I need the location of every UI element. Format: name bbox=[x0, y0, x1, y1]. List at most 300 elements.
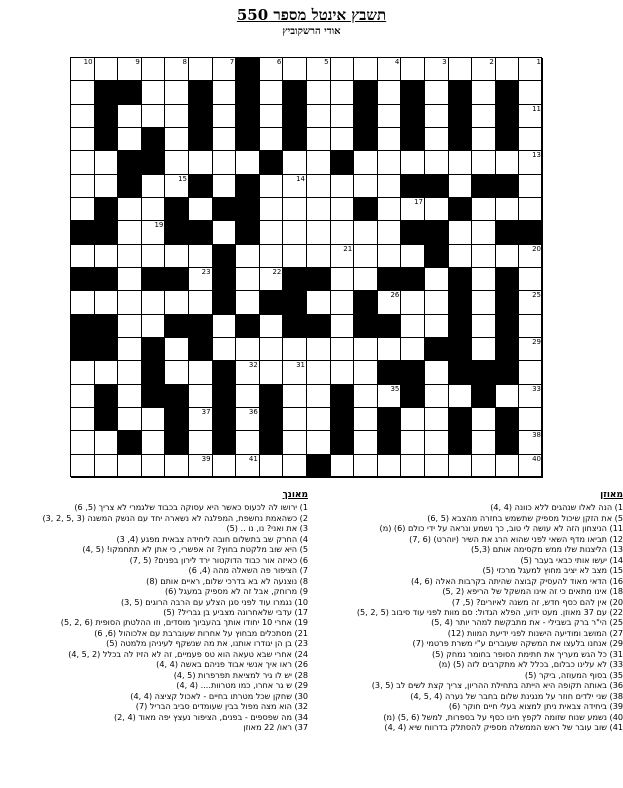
grid-cell[interactable] bbox=[401, 315, 425, 338]
grid-cell[interactable] bbox=[401, 245, 425, 268]
across-clue: 40) נשמע שנוח שזומה לקפץ חינו כסף על בספרות, למשל (6 ,5) (מ) bbox=[383, 711, 623, 722]
grid-cell[interactable] bbox=[401, 151, 425, 174]
grid-cell[interactable] bbox=[449, 58, 473, 81]
cell-number: 23 bbox=[201, 268, 211, 276]
grid-cell[interactable] bbox=[401, 58, 425, 81]
grid-cell[interactable] bbox=[307, 198, 331, 221]
grid-cell-black bbox=[165, 408, 189, 431]
grid-cell[interactable] bbox=[189, 58, 213, 81]
grid-cell[interactable] bbox=[354, 175, 378, 198]
grid-cell-black bbox=[354, 315, 378, 338]
grid-cell[interactable] bbox=[519, 408, 543, 431]
grid-cell[interactable] bbox=[142, 408, 166, 431]
grid-cell-black bbox=[472, 361, 496, 384]
grid-cell[interactable] bbox=[165, 105, 189, 128]
grid-cell[interactable] bbox=[307, 408, 331, 431]
grid-cell[interactable] bbox=[260, 361, 284, 384]
down-clue: 7) הציפור פה השאלה מהה (4, 6) bbox=[188, 565, 308, 576]
across-clue: 35) בסוף המעוזה, ביקר (5) bbox=[524, 669, 623, 680]
down-header: מאונך bbox=[282, 490, 308, 500]
grid-cell[interactable] bbox=[425, 315, 449, 338]
grid-cell-black bbox=[71, 221, 95, 244]
grid-cell[interactable] bbox=[307, 81, 331, 104]
grid-cell[interactable] bbox=[213, 58, 237, 81]
grid-cell[interactable] bbox=[71, 385, 95, 408]
grid-cell[interactable] bbox=[95, 151, 119, 174]
grid-cell[interactable] bbox=[236, 408, 260, 431]
grid-cell[interactable] bbox=[449, 455, 473, 478]
grid-cell[interactable] bbox=[71, 175, 95, 198]
grid-cell[interactable] bbox=[71, 408, 95, 431]
grid-cell[interactable] bbox=[118, 385, 142, 408]
grid-cell[interactable] bbox=[472, 151, 496, 174]
grid-cell[interactable] bbox=[95, 455, 119, 478]
grid-cell[interactable] bbox=[307, 291, 331, 314]
cell-number: 26 bbox=[390, 291, 400, 300]
grid-cell[interactable] bbox=[519, 128, 543, 151]
grid-cell[interactable] bbox=[331, 455, 355, 478]
grid-cell[interactable] bbox=[71, 361, 95, 384]
grid-cell-black bbox=[142, 338, 166, 361]
grid-cell[interactable] bbox=[449, 245, 473, 268]
grid-cell[interactable] bbox=[354, 361, 378, 384]
grid-cell[interactable] bbox=[118, 221, 142, 244]
grid-cell[interactable] bbox=[260, 268, 284, 291]
grid-cell[interactable] bbox=[236, 385, 260, 408]
grid-cell[interactable] bbox=[71, 198, 95, 221]
grid-cell[interactable] bbox=[519, 151, 543, 174]
grid-cell[interactable] bbox=[71, 128, 95, 151]
grid-cell[interactable] bbox=[425, 268, 449, 291]
grid-cell-black bbox=[189, 315, 213, 338]
grid-cell[interactable] bbox=[118, 455, 142, 478]
grid-cell[interactable] bbox=[260, 81, 284, 104]
grid-cell[interactable] bbox=[354, 408, 378, 431]
grid-cell[interactable] bbox=[378, 128, 402, 151]
grid-cell[interactable] bbox=[331, 198, 355, 221]
grid-cell[interactable] bbox=[307, 128, 331, 151]
grid-cell[interactable] bbox=[165, 361, 189, 384]
grid-cell[interactable] bbox=[283, 175, 307, 198]
grid-cell-black bbox=[449, 128, 473, 151]
grid-cell[interactable] bbox=[283, 338, 307, 361]
grid-cell[interactable] bbox=[378, 385, 402, 408]
cell-number: 8 bbox=[182, 58, 187, 66]
grid-cell[interactable] bbox=[236, 361, 260, 384]
grid-cell[interactable] bbox=[331, 361, 355, 384]
grid-cell[interactable] bbox=[307, 105, 331, 128]
down-clue: 17) עדבי שלאחרונה מצביע בן גבריל? (5) bbox=[163, 606, 308, 617]
grid-cell[interactable] bbox=[449, 221, 473, 244]
grid-cell[interactable] bbox=[213, 338, 237, 361]
grid-cell[interactable] bbox=[118, 128, 142, 151]
grid-cell[interactable] bbox=[260, 245, 284, 268]
grid-cell[interactable] bbox=[189, 268, 213, 291]
grid-cell-black bbox=[449, 338, 473, 361]
grid-cell[interactable] bbox=[307, 245, 331, 268]
grid-cell[interactable] bbox=[71, 455, 95, 478]
grid-cell[interactable] bbox=[307, 58, 331, 81]
grid-cell[interactable] bbox=[354, 58, 378, 81]
grid-cell[interactable] bbox=[142, 431, 166, 454]
grid-cell-black bbox=[236, 315, 260, 338]
grid-cell-black bbox=[142, 128, 166, 151]
grid-cell[interactable] bbox=[378, 338, 402, 361]
grid-cell[interactable] bbox=[260, 338, 284, 361]
grid-cell-black bbox=[354, 291, 378, 314]
grid-cell-black bbox=[165, 268, 189, 291]
grid-cell[interactable] bbox=[165, 455, 189, 478]
grid-cell-black bbox=[496, 361, 520, 384]
grid-cell[interactable] bbox=[260, 175, 284, 198]
grid-cell[interactable] bbox=[401, 291, 425, 314]
grid-cell[interactable] bbox=[260, 315, 284, 338]
grid-cell[interactable] bbox=[142, 105, 166, 128]
grid-cell[interactable] bbox=[519, 431, 543, 454]
cell-number: 35 bbox=[390, 384, 400, 393]
grid-cell[interactable] bbox=[307, 151, 331, 174]
grid-cell[interactable] bbox=[378, 105, 402, 128]
grid-cell-black bbox=[496, 105, 520, 128]
grid-cell[interactable] bbox=[425, 105, 449, 128]
grid-cell-black bbox=[519, 221, 543, 244]
grid-cell[interactable] bbox=[71, 58, 95, 81]
grid-cell[interactable] bbox=[189, 431, 213, 454]
grid-cell-black bbox=[496, 431, 520, 454]
grid-cell[interactable] bbox=[142, 291, 166, 314]
grid-cell[interactable] bbox=[283, 408, 307, 431]
grid-cell[interactable] bbox=[354, 221, 378, 244]
grid-cell[interactable] bbox=[425, 128, 449, 151]
grid-cell[interactable] bbox=[378, 245, 402, 268]
grid-cell[interactable] bbox=[378, 58, 402, 81]
grid-cell[interactable] bbox=[378, 291, 402, 314]
grid-cell-black bbox=[165, 431, 189, 454]
cell-number: 38 bbox=[532, 431, 541, 440]
grid-cell-black bbox=[425, 245, 449, 268]
grid-cell[interactable] bbox=[189, 385, 213, 408]
grid-cell[interactable] bbox=[425, 198, 449, 221]
grid-cell[interactable] bbox=[519, 175, 543, 198]
grid-cell[interactable] bbox=[307, 221, 331, 244]
grid-cell[interactable] bbox=[401, 431, 425, 454]
grid-cell[interactable] bbox=[354, 385, 378, 408]
grid-cell[interactable] bbox=[236, 291, 260, 314]
across-clue: 38) שני ילדים חוזר על מנגינת שלום בחבר של נערה (4 ,5 ,4) bbox=[410, 690, 623, 701]
grid-cell[interactable] bbox=[142, 315, 166, 338]
grid-cell[interactable] bbox=[472, 105, 496, 128]
grid-cell[interactable] bbox=[519, 268, 543, 291]
grid-cell[interactable] bbox=[378, 151, 402, 174]
grid-cell[interactable] bbox=[165, 291, 189, 314]
grid-cell[interactable] bbox=[449, 385, 473, 408]
grid-cell[interactable] bbox=[472, 291, 496, 314]
grid-cell[interactable] bbox=[378, 81, 402, 104]
across-clue: 41) שוב עובר של ראש הממשלה מספיק להסתלק בדרווח שיא (4 ,4) bbox=[384, 721, 623, 732]
grid-cell[interactable] bbox=[213, 455, 237, 478]
grid-cell[interactable] bbox=[260, 105, 284, 128]
grid-cell[interactable] bbox=[472, 315, 496, 338]
grid-cell-black bbox=[354, 105, 378, 128]
grid-cell-black bbox=[401, 175, 425, 198]
grid-cell[interactable] bbox=[425, 291, 449, 314]
grid-cell[interactable] bbox=[95, 361, 119, 384]
across-clue: 12) תביאו מדף השאי לפני שהוא הרג את השיר (יוהרט) (6 ,7) bbox=[409, 533, 623, 544]
cell-number: 33 bbox=[532, 384, 541, 393]
grid-cell[interactable] bbox=[401, 455, 425, 478]
grid-cell-black bbox=[95, 408, 119, 431]
grid-cell[interactable] bbox=[213, 221, 237, 244]
grid-cell[interactable] bbox=[354, 338, 378, 361]
grid-cell[interactable] bbox=[472, 128, 496, 151]
grid-cell[interactable] bbox=[260, 221, 284, 244]
grid-cell-black bbox=[449, 361, 473, 384]
grid-cell[interactable] bbox=[213, 315, 237, 338]
grid-cell[interactable] bbox=[307, 338, 331, 361]
grid-cell[interactable] bbox=[189, 198, 213, 221]
grid-cell[interactable] bbox=[331, 268, 355, 291]
grid-cell[interactable] bbox=[519, 105, 543, 128]
grid-cell[interactable] bbox=[189, 455, 213, 478]
grid-cell-black bbox=[449, 268, 473, 291]
grid-cell[interactable] bbox=[142, 221, 166, 244]
grid-cell[interactable] bbox=[307, 361, 331, 384]
grid-cell[interactable] bbox=[165, 81, 189, 104]
grid-cell[interactable] bbox=[496, 198, 520, 221]
grid-cell[interactable] bbox=[283, 58, 307, 81]
cell-number: 41 bbox=[248, 454, 258, 463]
grid-cell[interactable] bbox=[118, 291, 142, 314]
grid-cell[interactable] bbox=[331, 291, 355, 314]
grid-cell-black bbox=[213, 245, 237, 268]
grid-cell[interactable] bbox=[236, 245, 260, 268]
grid-cell[interactable] bbox=[354, 268, 378, 291]
grid-cell[interactable] bbox=[425, 385, 449, 408]
grid-cell[interactable] bbox=[425, 58, 449, 81]
grid-cell[interactable] bbox=[331, 81, 355, 104]
grid-cell[interactable] bbox=[260, 455, 284, 478]
grid-cell[interactable] bbox=[472, 245, 496, 268]
grid-cell[interactable] bbox=[71, 245, 95, 268]
cell-number: 1 bbox=[536, 58, 541, 66]
grid-cell[interactable] bbox=[213, 175, 237, 198]
grid-cell[interactable] bbox=[354, 431, 378, 454]
grid-cell[interactable] bbox=[213, 151, 237, 174]
grid-cell[interactable] bbox=[425, 431, 449, 454]
grid-cell[interactable] bbox=[213, 81, 237, 104]
grid-cell[interactable] bbox=[496, 455, 520, 478]
grid-cell[interactable] bbox=[331, 245, 355, 268]
grid-cell[interactable] bbox=[213, 128, 237, 151]
grid-cell[interactable] bbox=[118, 245, 142, 268]
grid-cell[interactable] bbox=[425, 81, 449, 104]
grid-cell-black bbox=[496, 221, 520, 244]
grid-cell[interactable] bbox=[472, 58, 496, 81]
down-clue: 28) יש לו גיר למציאת תפרפרות (5 ,4) bbox=[173, 669, 308, 680]
grid-cell[interactable] bbox=[519, 58, 543, 81]
grid-cell[interactable] bbox=[236, 268, 260, 291]
grid-cell[interactable] bbox=[472, 338, 496, 361]
across-clue: 20) אין להם כסף חדש, זה משנה לאיורים? (5, 7) bbox=[451, 596, 623, 607]
grid-cell[interactable] bbox=[165, 128, 189, 151]
grid-cell[interactable] bbox=[331, 338, 355, 361]
grid-cell-black bbox=[496, 338, 520, 361]
grid-cell[interactable] bbox=[260, 128, 284, 151]
grid-cell[interactable] bbox=[95, 58, 119, 81]
grid-cell[interactable] bbox=[260, 198, 284, 221]
grid-cell[interactable] bbox=[519, 361, 543, 384]
grid-cell-black bbox=[213, 268, 237, 291]
grid-cell[interactable] bbox=[401, 408, 425, 431]
grid-cell[interactable] bbox=[236, 455, 260, 478]
grid-cell[interactable] bbox=[496, 151, 520, 174]
grid-cell-black bbox=[307, 268, 331, 291]
grid-cell[interactable] bbox=[354, 245, 378, 268]
grid-cell[interactable] bbox=[354, 151, 378, 174]
grid-cell[interactable] bbox=[307, 431, 331, 454]
grid-cell[interactable] bbox=[519, 291, 543, 314]
grid-cell[interactable] bbox=[283, 385, 307, 408]
grid-cell[interactable] bbox=[118, 105, 142, 128]
grid-cell[interactable] bbox=[307, 385, 331, 408]
grid-cell[interactable] bbox=[189, 291, 213, 314]
grid-cell-black bbox=[236, 175, 260, 198]
grid-cell[interactable] bbox=[71, 105, 95, 128]
across-clue: 16) הדאי מאוד להעסיק קבוצה שהיתה בקרבות האלה (6 ,4) bbox=[410, 575, 623, 586]
grid-cell[interactable] bbox=[118, 338, 142, 361]
grid-cell[interactable] bbox=[331, 58, 355, 81]
grid-cell-black bbox=[283, 268, 307, 291]
grid-cell[interactable] bbox=[118, 198, 142, 221]
grid-cell[interactable] bbox=[236, 338, 260, 361]
grid-cell[interactable] bbox=[354, 455, 378, 478]
grid-cell[interactable] bbox=[95, 431, 119, 454]
grid-cell[interactable] bbox=[189, 361, 213, 384]
grid-cell[interactable] bbox=[71, 291, 95, 314]
grid-cell[interactable] bbox=[519, 315, 543, 338]
grid-cell[interactable] bbox=[142, 245, 166, 268]
grid-cell[interactable] bbox=[142, 58, 166, 81]
grid-cell[interactable] bbox=[472, 455, 496, 478]
grid-cell[interactable] bbox=[165, 58, 189, 81]
grid-cell[interactable] bbox=[118, 58, 142, 81]
grid-cell[interactable] bbox=[496, 245, 520, 268]
grid-cell[interactable] bbox=[401, 338, 425, 361]
grid-cell[interactable] bbox=[283, 455, 307, 478]
grid-cell[interactable] bbox=[283, 151, 307, 174]
grid-cell[interactable] bbox=[331, 175, 355, 198]
across-clue: 22) עם 37 מאוזן. מעט ידוע, הפלא הגדול: סם מוות לפני עוד סיבוב (5 ,2 ,5) bbox=[356, 606, 623, 617]
down-clue: 8) נוצנעה לא בא בדרכי שלום, ראיים אותם (8) bbox=[146, 575, 308, 586]
grid-cell[interactable] bbox=[213, 105, 237, 128]
grid-cell[interactable] bbox=[496, 385, 520, 408]
grid-cell[interactable] bbox=[449, 151, 473, 174]
grid-cell[interactable] bbox=[519, 338, 543, 361]
grid-cell[interactable] bbox=[165, 175, 189, 198]
grid-cell-black bbox=[189, 128, 213, 151]
grid-cell[interactable] bbox=[378, 175, 402, 198]
grid-cell[interactable] bbox=[118, 361, 142, 384]
grid-cell[interactable] bbox=[283, 198, 307, 221]
grid-cell[interactable] bbox=[142, 455, 166, 478]
grid-cell[interactable] bbox=[71, 431, 95, 454]
grid-cell[interactable] bbox=[236, 431, 260, 454]
grid-cell[interactable] bbox=[189, 245, 213, 268]
down-clue: 30) שחקן שכל מטרתו בחיים - לאכול קציצה (4 ,4) bbox=[130, 690, 308, 701]
grid-cell[interactable] bbox=[519, 385, 543, 408]
grid-cell[interactable] bbox=[519, 455, 543, 478]
grid-cell[interactable] bbox=[95, 245, 119, 268]
grid-cell[interactable] bbox=[449, 175, 473, 198]
grid-cell[interactable] bbox=[472, 198, 496, 221]
grid-cell[interactable] bbox=[71, 151, 95, 174]
grid-cell[interactable] bbox=[378, 221, 402, 244]
grid-cell[interactable] bbox=[283, 431, 307, 454]
grid-cell[interactable] bbox=[378, 198, 402, 221]
grid-cell[interactable] bbox=[283, 221, 307, 244]
grid-cell-black bbox=[425, 175, 449, 198]
grid-cell-black bbox=[378, 408, 402, 431]
grid-cell[interactable] bbox=[425, 361, 449, 384]
grid-cell[interactable] bbox=[472, 81, 496, 104]
grid-cell[interactable] bbox=[95, 291, 119, 314]
grid-cell[interactable] bbox=[118, 315, 142, 338]
grid-cell[interactable] bbox=[142, 81, 166, 104]
grid-cell[interactable] bbox=[236, 151, 260, 174]
grid-cell[interactable] bbox=[472, 268, 496, 291]
grid-cell-black bbox=[354, 81, 378, 104]
grid-cell[interactable] bbox=[331, 221, 355, 244]
cell-number: 17 bbox=[414, 198, 423, 206]
grid-cell[interactable] bbox=[142, 175, 166, 198]
grid-cell[interactable] bbox=[425, 408, 449, 431]
grid-cell[interactable] bbox=[378, 455, 402, 478]
grid-cell-black bbox=[449, 431, 473, 454]
grid-cell[interactable] bbox=[472, 431, 496, 454]
grid-cell[interactable] bbox=[519, 245, 543, 268]
grid-cell[interactable] bbox=[95, 175, 119, 198]
grid-cell[interactable] bbox=[472, 408, 496, 431]
grid-cell[interactable] bbox=[189, 408, 213, 431]
grid-cell[interactable] bbox=[283, 361, 307, 384]
grid-cell[interactable] bbox=[472, 221, 496, 244]
grid-cell[interactable] bbox=[331, 128, 355, 151]
grid-cell[interactable] bbox=[283, 245, 307, 268]
grid-cell[interactable] bbox=[519, 81, 543, 104]
grid-cell[interactable] bbox=[425, 151, 449, 174]
grid-cell[interactable] bbox=[331, 315, 355, 338]
grid-cell[interactable] bbox=[118, 408, 142, 431]
grid-cell[interactable] bbox=[331, 105, 355, 128]
grid-cell[interactable] bbox=[165, 245, 189, 268]
grid-cell[interactable] bbox=[118, 268, 142, 291]
grid-cell[interactable] bbox=[260, 58, 284, 81]
grid-cell[interactable] bbox=[189, 151, 213, 174]
grid-cell[interactable] bbox=[401, 198, 425, 221]
grid-cell[interactable] bbox=[496, 58, 520, 81]
grid-cell[interactable] bbox=[142, 198, 166, 221]
across-clue: 15) מצב לא יציב מחוץ למעגל מרכזי (5) bbox=[482, 565, 623, 576]
grid-cell[interactable] bbox=[519, 198, 543, 221]
grid-cell-black bbox=[95, 338, 119, 361]
grid-cell[interactable] bbox=[71, 81, 95, 104]
grid-cell[interactable] bbox=[165, 151, 189, 174]
cell-number: 36 bbox=[248, 408, 258, 416]
grid-cell-black bbox=[95, 105, 119, 128]
grid-cell[interactable] bbox=[425, 455, 449, 478]
grid-cell[interactable] bbox=[165, 338, 189, 361]
grid-cell[interactable] bbox=[307, 175, 331, 198]
